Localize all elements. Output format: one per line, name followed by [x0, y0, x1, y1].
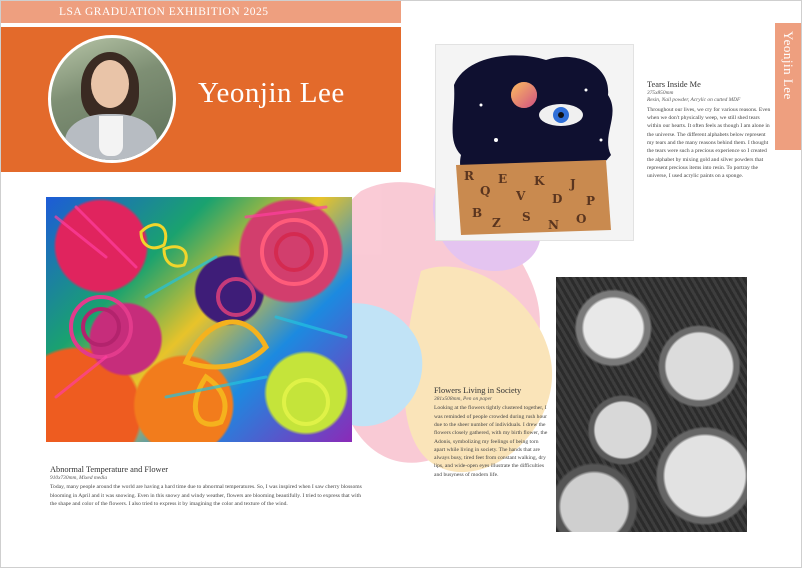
svg-text:K: K	[534, 174, 545, 188]
artwork-caption-abnormal-temperature	[50, 465, 368, 508]
artwork-description: Today, many people around the world are having a hard time due to abnormal temperatures. So, I was inspired when I saw cherry blossoms blooming in April and it was snowing. Even in this snowy and windy weather, flowers are blooming beautifully. I tried to express that with the shape and color of the flowers. I also tried to express it by imagining the color and texture of the wind.	[50, 484, 362, 507]
svg-text:O: O	[576, 212, 587, 226]
svg-text:R: R	[464, 169, 474, 183]
artwork-description: Throughout our lives, we cry for various reasons. Even when we don't physically weep, we still shed tears within our hearts. It often feels as though I am alone in the universe. The different alphabets below represent my tears and the many reasons behind them. I thought the tears were such a precious experience so I created the alphabet by mixing gold and silver powders that represent precious items into resin. To portray the universe, I used acrylic paints on a sponge.	[647, 106, 771, 180]
artwork-title: Tears Inside Me	[647, 80, 701, 89]
svg-text:Z: Z	[492, 216, 501, 230]
exhibition-title: LSA GRADUATION EXHIBITION 2025	[59, 6, 269, 18]
portrait-shirt-shape	[99, 116, 123, 156]
artwork-flower-strokes	[46, 197, 352, 442]
artwork-description: Looking at the flowers tightly clustered together, I was reminded of people crowded during rush hour due to the sheer number of individuals. I drew the flowers closely gathered, with my birth flower, the Adonis, symbolizing my feelings of being torn apart while living in society. The hands that are always busy, tired feet from constant walking, dry lips, and wide-open eyes illustrate the difficulties and busyness of modern life.	[434, 405, 548, 478]
artwork-medium: Resin, Nail powder, Acrylic on cutted MDF	[647, 97, 741, 104]
svg-text:V: V	[516, 189, 526, 203]
artwork-title: Abnormal Temperature and Flower	[50, 465, 169, 474]
svg-text:E: E	[498, 172, 508, 186]
artist-name: Yeonjin Lee	[198, 77, 345, 109]
artwork-size-medium: 910x730mm, Mixed media	[50, 475, 108, 481]
exhibition-header	[1, 1, 401, 23]
svg-text:N: N	[548, 218, 559, 232]
artwork-caption-flowers-living-in-society	[434, 386, 551, 479]
artwork-abnormal-temperature-and-flower-image	[46, 197, 352, 442]
artwork-flowers-living-in-society-image	[556, 277, 747, 532]
side-tab-artist-name: Yeonjin Lee	[781, 31, 796, 100]
svg-text:J: J	[570, 177, 576, 191]
artwork-tears-universe	[436, 45, 633, 240]
portrait-face-shape	[91, 60, 129, 108]
artist-portrait	[48, 35, 176, 163]
artwork-caption-tears-inside-me	[647, 80, 774, 180]
svg-text:B: B	[472, 206, 483, 220]
svg-text:Q: Q	[480, 184, 491, 198]
svg-text:D: D	[552, 192, 563, 206]
artwork-size: 375x850mm	[647, 90, 674, 96]
artwork-size-medium: 381x508mm, Pen on paper	[434, 396, 493, 402]
artwork-tears-inside-me-image	[435, 44, 634, 241]
artwork-title: Flowers Living in Society	[434, 386, 522, 395]
svg-text:S: S	[522, 210, 531, 224]
artist-side-tab	[775, 23, 801, 150]
svg-text:P: P	[586, 194, 596, 208]
